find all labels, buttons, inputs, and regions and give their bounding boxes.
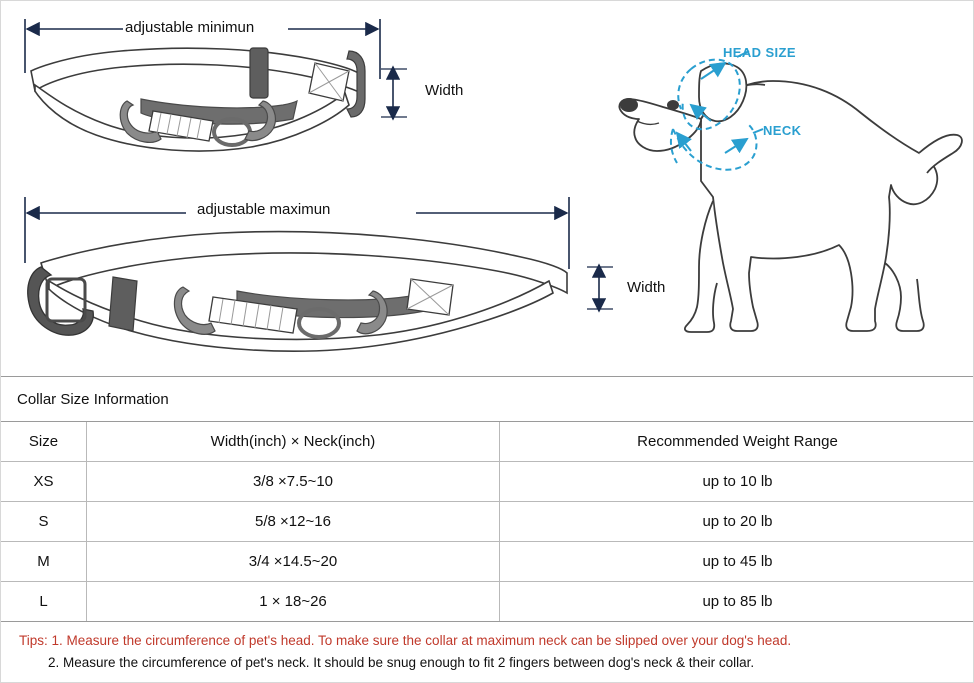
header-size: Size: [1, 422, 87, 462]
dog-illustration: [619, 64, 962, 332]
cell-weight: up to 10 lb: [500, 462, 974, 502]
label-width-top: Width: [425, 82, 464, 99]
header-width-neck: Width(inch) × Neck(inch): [87, 422, 500, 462]
cell-weight: up to 85 lb: [702, 593, 773, 610]
cell-size: S: [1, 502, 87, 542]
collar-illustration: [1, 1, 973, 376]
header-weight-range: Recommended Weight Range: [500, 422, 974, 462]
tips-text-1: 1. Measure the circumference of pet's head. To make sure the collar at maximum neck can be slipped over your dog's head.: [51, 633, 792, 648]
label-neck: NECK: [763, 123, 802, 138]
cell-width-neck: 1 × 18~26: [87, 582, 500, 622]
cell-width-neck: 3/8 ×7.5~10: [87, 462, 500, 502]
tips-label: Tips:: [19, 633, 48, 648]
tips-line-1: [19, 630, 963, 652]
table-row: [1, 462, 974, 502]
cell-width-neck: 3/4 ×14.5~20: [87, 542, 500, 582]
tips-text-2: Measure the circumference of pet's neck. It should be snug enough to fit 2 fingers between dog's neck & their collar.: [63, 655, 755, 670]
size-table: [1, 422, 974, 621]
collar-size-table-area: [1, 376, 973, 622]
tips-area: [1, 621, 973, 682]
bottom-width-arrow: [587, 265, 613, 311]
cell-size: L: [1, 582, 87, 622]
table-title: Collar Size Information: [1, 377, 973, 422]
cell-weight: up to 45 lb: [500, 542, 974, 582]
tips-number-2: 2.: [48, 655, 60, 670]
table-row: [1, 542, 974, 582]
table-header-row: [1, 422, 974, 462]
label-adjustable-minimum: adjustable minimun: [125, 19, 255, 36]
cell-size: XS: [1, 462, 87, 502]
cell-size: M: [1, 542, 87, 582]
table-row: [1, 582, 974, 622]
cell-weight: up to 20 lb: [500, 502, 974, 542]
label-adjustable-maximum: adjustable maximun: [197, 201, 331, 218]
label-head-size: HEAD SIZE: [723, 45, 796, 60]
table-row: [1, 502, 974, 542]
collar-diagram-area: [1, 1, 973, 376]
label-width-bottom: Width: [627, 279, 666, 296]
cell-width-neck: 5/8 ×12~16: [87, 502, 500, 542]
top-width-arrow: [381, 67, 407, 119]
tips-line-2: [19, 652, 963, 674]
